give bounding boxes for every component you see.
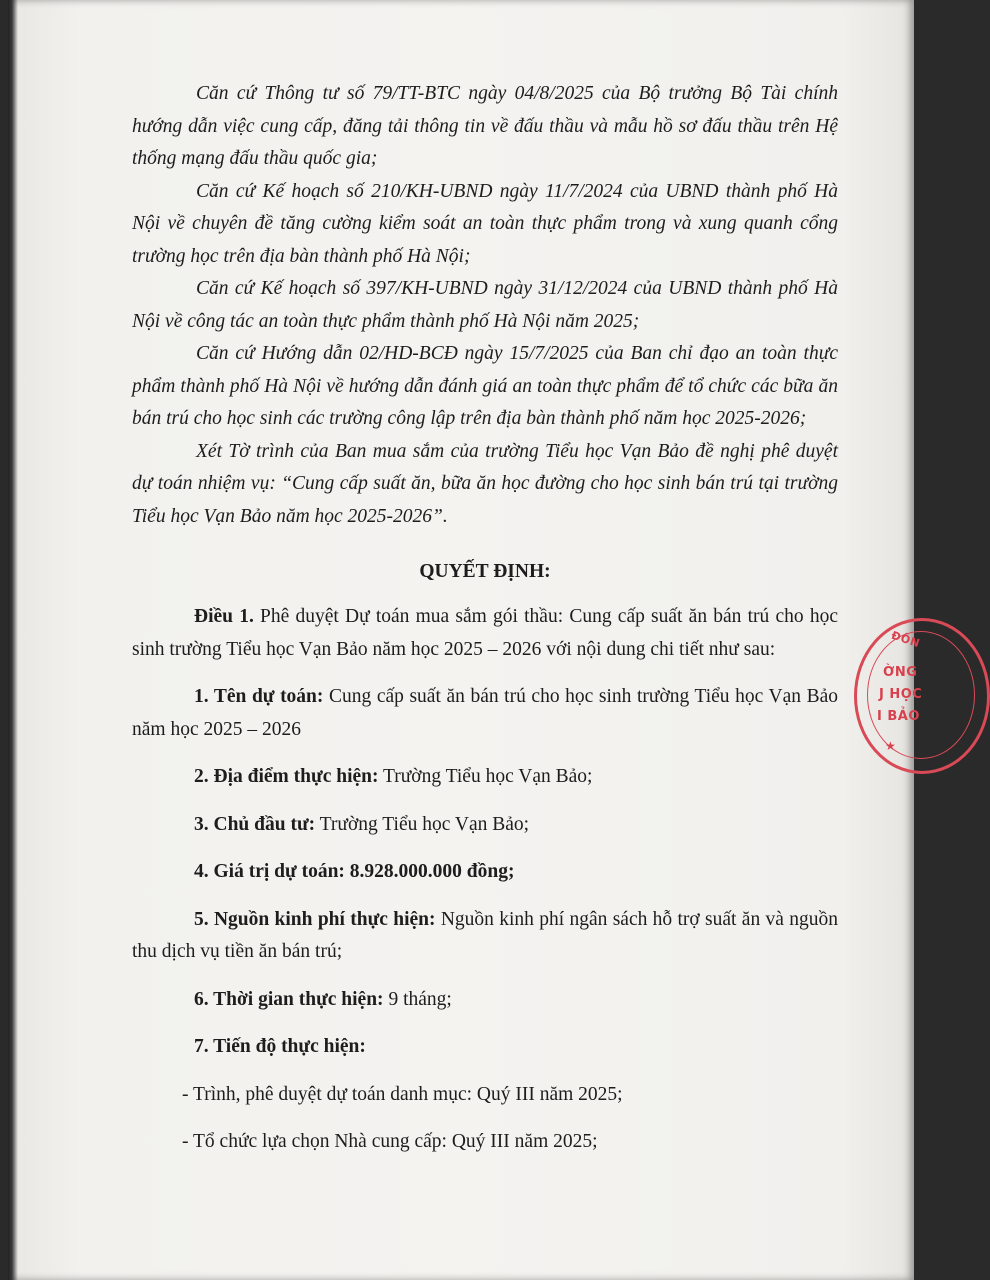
preamble-paragraph: Căn cứ Kế hoạch số 210/KH-UBND ngày 11/7/2024 của UBND thành phố Hà Nội về chuyên đề tăng cường kiểm soát an toàn thực phẩm trong và xung quanh cổng trường học trên địa bàn thành phố Hà Nội; xyxy=(132,180,838,267)
item-investor xyxy=(132,809,838,842)
article-1 xyxy=(132,601,838,666)
item-label: 1. Tên dự toán: xyxy=(194,686,324,707)
preamble-paragraph: Căn cứ Kế hoạch số 397/KH-UBND ngày 31/12/2024 của UBND thành phố Hà Nội về công tác an toàn thực phẩm thành phố Hà Nội năm 2025; xyxy=(132,278,838,332)
article-1-text: Phê duyệt Dự toán mua sắm gói thầu: Cung cấp suất ăn bán trú cho học sinh trường Tiểu học Vạn Bảo năm học 2025 – 2026 với nội dung chi tiết như sau: xyxy=(132,606,838,660)
item-text: 9 tháng; xyxy=(383,988,452,1010)
star-icon: ★ xyxy=(885,739,897,753)
item-estimate-value xyxy=(132,856,838,889)
article-1-label: Điều 1. xyxy=(194,606,254,627)
schedule-line: - Tổ chức lựa chọn Nhà cung cấp: Quý III năm 2025; xyxy=(182,1131,598,1152)
preamble-paragraph: Xét Tờ trình của Ban mua sắm của trường Tiểu học Vạn Bảo đề nghị phê duyệt dự toán nhiệm vụ: “Cung cấp suất ăn, bữa ăn học đường cho học sinh bán trú tại trường Tiểu học Vạn Bảo năm học 2025-2026”. xyxy=(132,440,838,527)
item-name xyxy=(132,681,838,746)
preamble-block xyxy=(132,78,838,533)
stamp-text: I BẢO xyxy=(877,709,920,724)
stamp-text: J HỌC xyxy=(879,687,923,702)
item-duration xyxy=(132,984,838,1017)
item-text: Nguồn kinh phí ngân sách hỗ trợ suất ăn và nguồn thu dịch vụ tiền ăn bán trú; xyxy=(132,908,838,962)
red-seal-stamp xyxy=(854,618,990,774)
item-text: Trường Tiểu học Vạn Bảo; xyxy=(378,766,593,787)
item-label: 5. Nguồn kinh phí thực hiện: xyxy=(194,908,436,930)
item-text: Trường Tiểu học Vạn Bảo; xyxy=(315,813,530,835)
item-text: Cung cấp suất ăn bán trú cho học sinh trường Tiểu học Vạn Bảo năm học 2025 – 2026 xyxy=(132,686,838,740)
preamble-paragraph: Căn cứ Hướng dẫn 02/HD-BCĐ ngày 15/7/2025 của Ban chỉ đạo an toàn thực phẩm thành phố Hà Nội về hướng dẫn đánh giá an toàn thực phẩm để tổ chức các bữa ăn bán trú cho học sinh các trường công lập trên địa bàn thành phố năm học 2025-2026; xyxy=(132,343,838,429)
page-shadow-edge xyxy=(8,0,18,1280)
item-location xyxy=(132,761,838,794)
item-label: 4. Giá trị dự toán: 8.928.000.000 đồng; xyxy=(194,861,515,882)
preamble-paragraph: Căn cứ Thông tư số 79/TT-BTC ngày 04/8/2025 của Bộ trưởng Bộ Tài chính hướng dẫn việc cung cấp, đăng tải thông tin về đấu thầu và mẫu hồ sơ đấu thầu trên Hệ thống mạng đấu thầu quốc gia; xyxy=(132,83,838,169)
schedule-line: - Trình, phê duyệt dự toán danh mục: Quý III năm 2025; xyxy=(182,1083,623,1105)
item-schedule xyxy=(132,1031,838,1064)
stamp-text: ĐÔN xyxy=(889,628,922,651)
item-funding-source xyxy=(132,904,838,969)
document-page xyxy=(8,0,923,1280)
decision-heading: QUYẾT ĐỊNH: xyxy=(419,561,551,582)
item-label: 6. Thời gian thực hiện: xyxy=(194,988,384,1010)
document-body xyxy=(132,78,838,1174)
item-label: 7. Tiến độ thực hiện: xyxy=(194,1036,366,1057)
item-label: 2. Địa điểm thực hiện: xyxy=(194,766,379,787)
item-label: 3. Chủ đầu tư: xyxy=(194,813,316,835)
stamp-text: ỜNG xyxy=(883,665,918,680)
